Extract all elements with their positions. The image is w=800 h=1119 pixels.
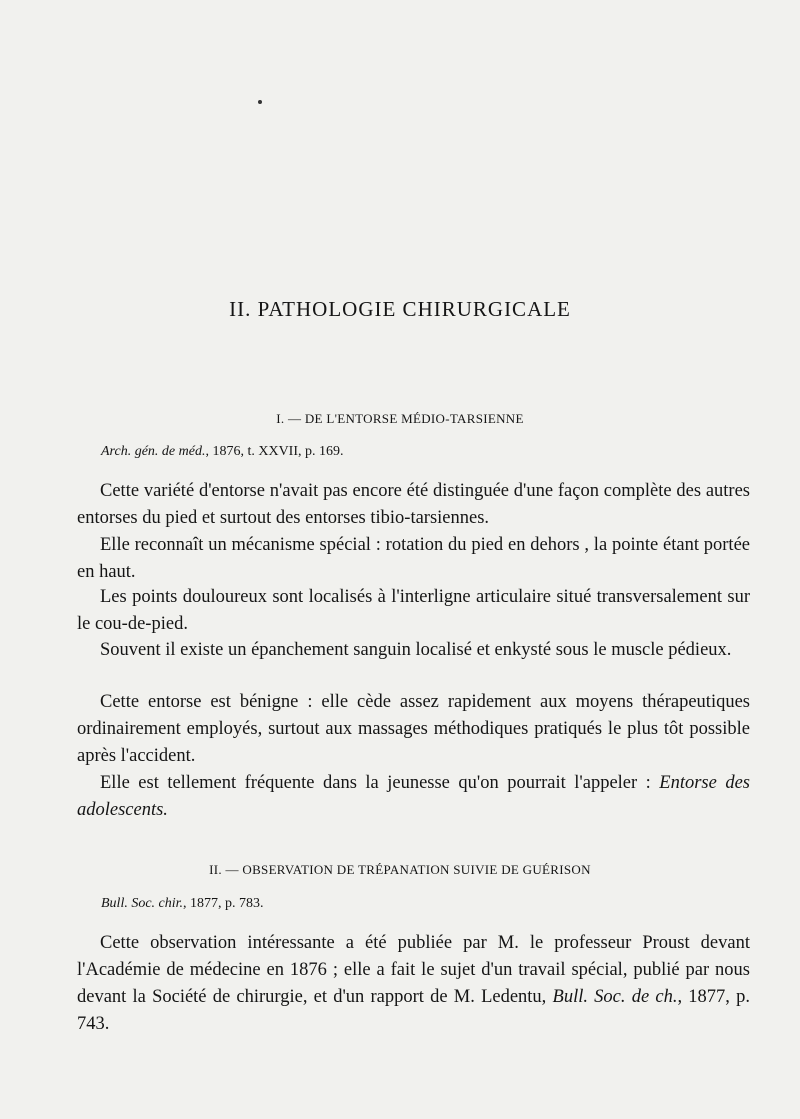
paragraph: Elle reconnaît un mécanisme spécial : rotation du pied en dehors , la pointe étant portée en haut. (77, 535, 750, 582)
paragraph-text: Cette observation intéressante a été publiée par M. le professeur Proust devant l'Académie de médecine en 1876 ; elle a fait le sujet d'un travail spécial, publié par nous devant la Société de chirurgie, et d'un rapport de M. Ledentu, (77, 933, 750, 1007)
paragraph-end: , 1877, p. 743. (77, 987, 750, 1034)
article-1-citation: , 1876, t. XXVII, p. 169. (205, 444, 344, 459)
article-1-title: I. — DE L'ENTORSE MÉDIO-TARSIENNE (276, 411, 524, 426)
ink-speck (258, 100, 262, 104)
article-2-journal: Bull. Soc. chir. (101, 896, 184, 911)
paragraph: Souvent il existe un épanchement sanguin localisé et enkysté sous le muscle pédieux. (100, 640, 732, 660)
section-title: II. PATHOLOGIE CHIRURGICALE (229, 297, 571, 321)
paragraph-last (77, 770, 750, 824)
article-2-title: II. — OBSERVATION DE TRÉPANATION SUIVIE DE GUÉRISON (209, 862, 591, 877)
paragraph-observation (77, 930, 750, 1038)
paragraph-text: Elle est tellement fréquente dans la jeunesse qu'on pourrait l'appeler : (100, 773, 651, 793)
article-1-reference (101, 444, 344, 460)
article-1-journal: Arch. gén. de méd. (101, 444, 206, 459)
paragraph-emphasis: Entorse des adolescents. (77, 773, 750, 820)
article-2-citation: , 1877, p. 783. (183, 896, 264, 911)
paragraph: Cette variété d'entorse n'avait pas encore été distinguée d'une façon complète des autres entorses du pied et surtout des entorses tibio-tarsiennes. (77, 481, 750, 528)
article-2-reference (101, 896, 264, 912)
paragraph-emphasis: Bull. Soc. de ch. (552, 987, 678, 1007)
paragraph: Les points douloureux sont localisés à l'interligne articulaire situé transversalement sur le cou-de-pied. (77, 587, 750, 634)
paragraph: Cette entorse est bénigne : elle cède assez rapidement aux moyens thérapeutiques ordinairement employés, surtout aux massages méthodiques pratiqués le plus tôt possible après l'accident. (77, 692, 750, 766)
